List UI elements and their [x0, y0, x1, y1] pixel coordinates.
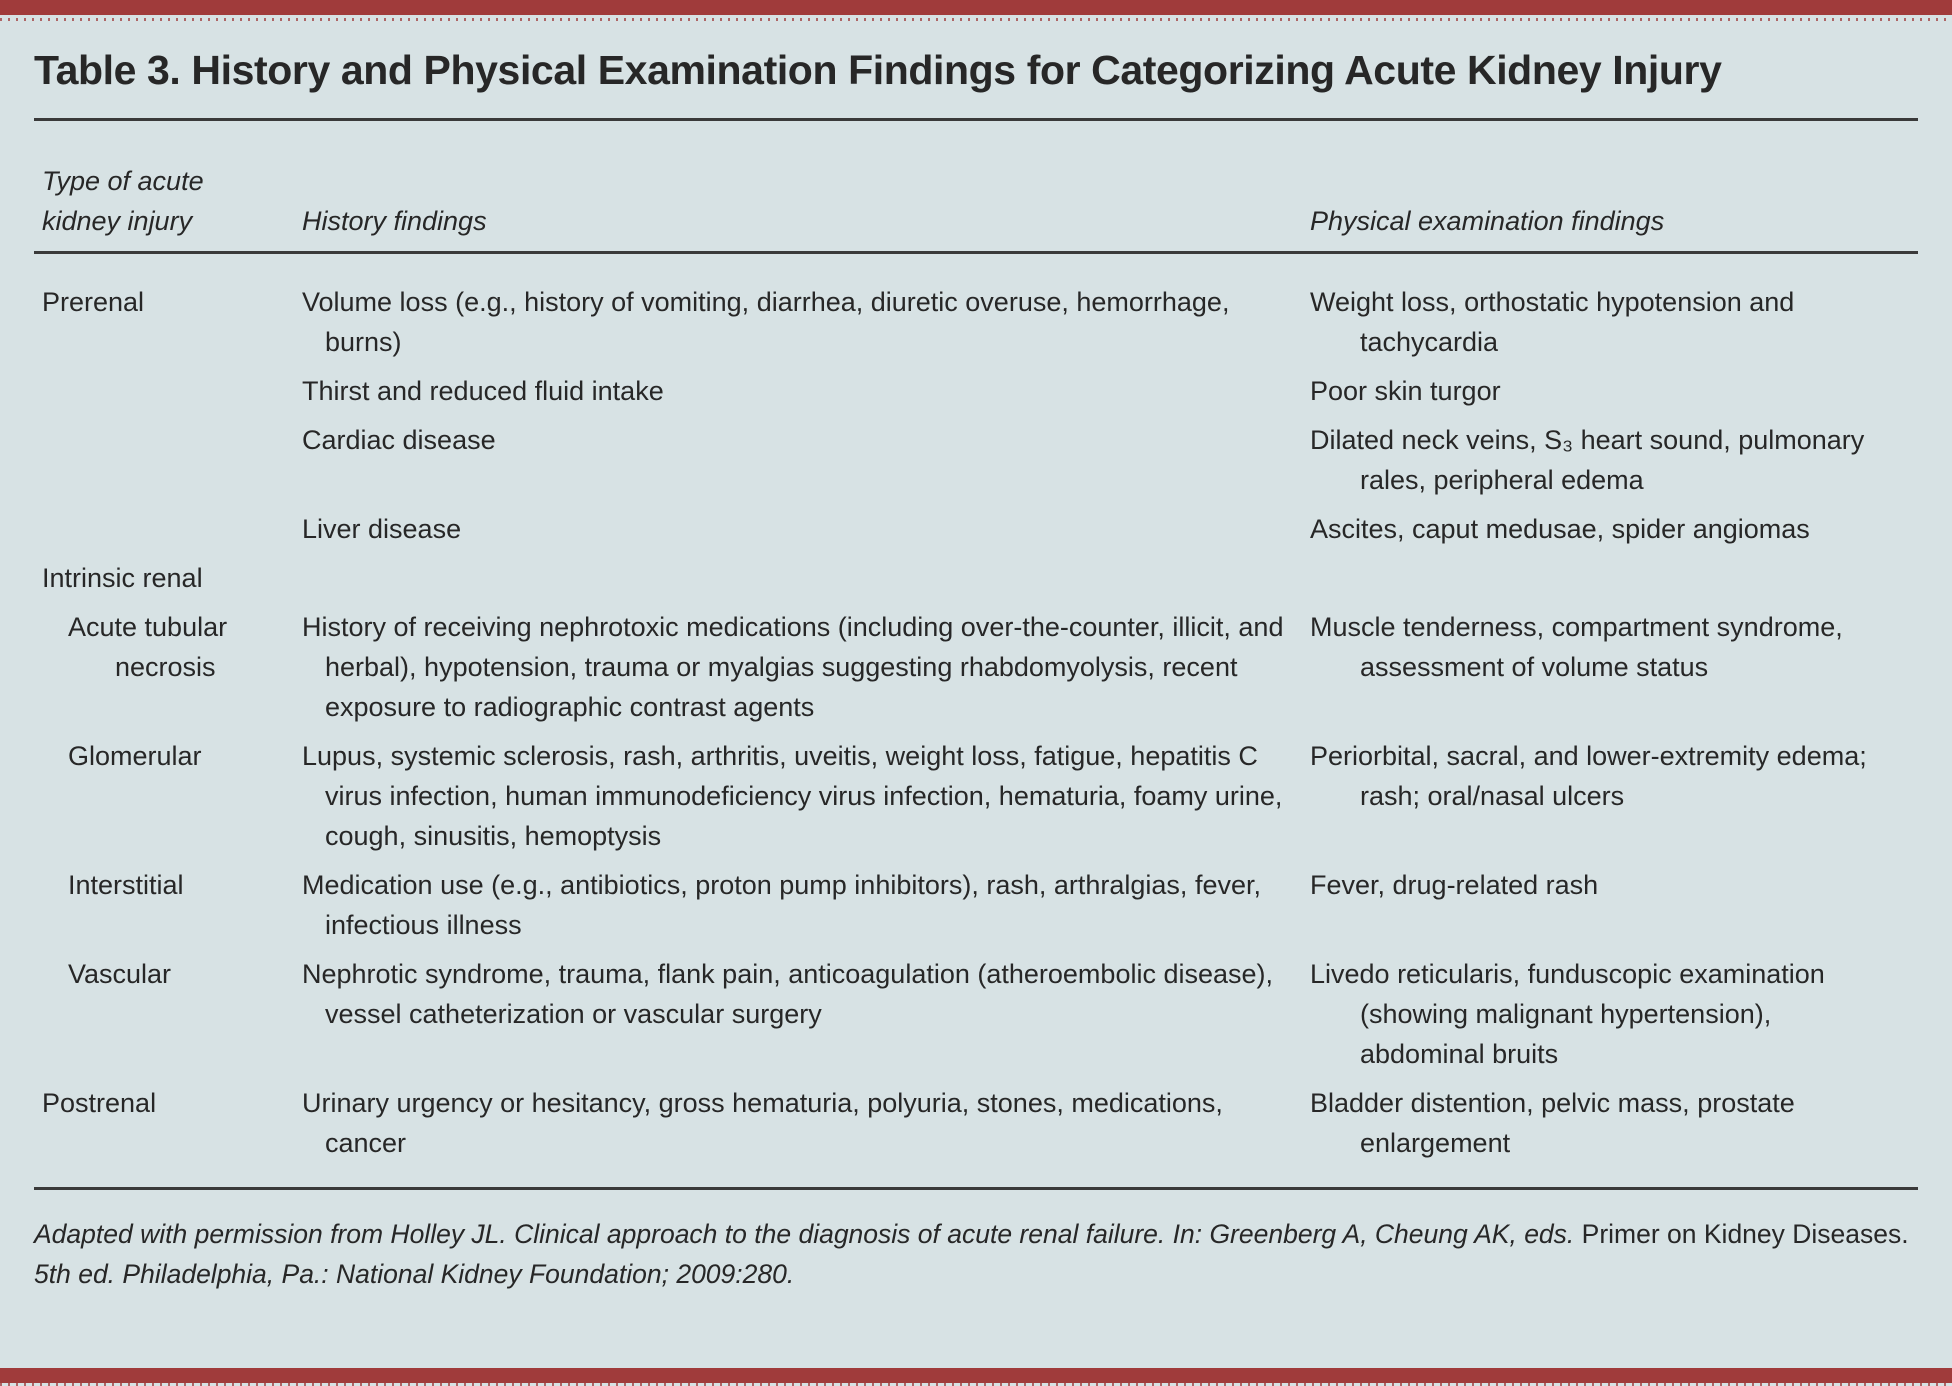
history-findings-cell: Liver disease	[302, 514, 462, 545]
physical-findings-cell	[1310, 558, 1918, 598]
row-type-label: Acute tubular necrosis	[68, 612, 228, 683]
table-body	[34, 254, 1918, 1163]
history-findings-cell: Volume loss (e.g., history of vomiting, diarrhea, diuretic overuse, hemorrhage, burns)	[302, 287, 1230, 358]
column-header-physical: Physical examination findings	[1310, 206, 1665, 237]
table-row	[34, 420, 1918, 500]
column-header-row	[34, 121, 1918, 251]
physical-findings-cell: Livedo reticularis, funduscopic examination (showing malignant hypertension), abdominal bruits	[1310, 959, 1825, 1070]
row-type-label	[34, 371, 302, 411]
table-title: Table 3. History and Physical Examination Findings for Categorizing Acute Kidney Injury	[34, 47, 1722, 93]
physical-findings-cell: Weight loss, orthostatic hypotension and tachycardia	[1310, 287, 1795, 358]
table-row	[34, 558, 1918, 598]
table-row	[34, 865, 1918, 945]
table-content	[0, 48, 1952, 1294]
table-row	[34, 736, 1918, 856]
row-type-label: Postrenal	[42, 1088, 157, 1119]
bottom-accent-bar	[0, 1368, 1952, 1383]
row-type-label	[34, 420, 302, 500]
column-header-type: Type of acute kidney injury	[42, 166, 204, 237]
physical-findings-cell: Dilated neck veins, S₃ heart sound, pulmonary rales, peripheral edema	[1310, 425, 1865, 496]
footnote	[34, 1214, 1918, 1294]
history-findings-cell: Lupus, systemic sclerosis, rash, arthritis, uveitis, weight loss, fatigue, hepatitis C virus infection, human immunodeficiency virus infection, hematuria, foamy urine, cough, sinusitis, hemoptysis	[302, 741, 1283, 852]
top-accent-bar	[0, 0, 1952, 15]
table-row	[34, 607, 1918, 727]
physical-findings-cell: Ascites, caput medusae, spider angiomas	[1310, 514, 1810, 545]
row-type-label: Glomerular	[68, 741, 202, 772]
table-row	[34, 954, 1918, 1074]
history-findings-cell	[302, 558, 1310, 598]
physical-findings-cell: Periorbital, sacral, and lower-extremity edema; rash; oral/nasal ulcers	[1310, 741, 1867, 812]
history-findings-cell: Nephrotic syndrome, trauma, flank pain, anticoagulation (atheroembolic disease), vessel catheterization or vascular surgery	[302, 959, 1274, 1030]
row-type-label: Interstitial	[68, 870, 184, 901]
footnote-segment: Primer on Kidney Diseases.	[1581, 1219, 1909, 1250]
table-row	[34, 509, 1918, 549]
history-findings-cell: Thirst and reduced fluid intake	[302, 376, 664, 407]
table-row	[34, 1083, 1918, 1163]
history-findings-cell: Cardiac disease	[302, 425, 496, 456]
top-dotted-rule	[0, 18, 1952, 21]
physical-findings-cell: Bladder distention, pelvic mass, prostate enlargement	[1310, 1088, 1795, 1159]
footnote-segment: Adapted with permission from Holley JL. Clinical approach to the diagnosis of acute renal failure. In: Greenberg A, Cheung AK, eds.	[34, 1219, 1582, 1250]
table-row	[34, 282, 1918, 362]
physical-findings-cell: Muscle tenderness, compartment syndrome, assessment of volume status	[1310, 612, 1843, 683]
history-findings-cell: Medication use (e.g., antibiotics, proton pump inhibitors), rash, arthralgias, fever, infectious illness	[302, 870, 1261, 941]
column-header-history: History findings	[302, 206, 487, 237]
row-type-label	[34, 509, 302, 549]
row-type-label: Prerenal	[42, 287, 145, 318]
table-row	[34, 371, 1918, 411]
history-findings-cell: History of receiving nephrotoxic medications (including over-the-counter, illicit, and herbal), hypotension, trauma or myalgias suggesting rhabdomyolysis, recent exposure to radiographic contrast agents	[302, 612, 1284, 723]
row-type-label: Intrinsic renal	[42, 563, 203, 594]
physical-findings-cell: Poor skin turgor	[1310, 376, 1501, 407]
footnote-rule	[34, 1187, 1918, 1190]
history-findings-cell: Urinary urgency or hesitancy, gross hematuria, polyuria, stones, medications, cancer	[302, 1088, 1223, 1159]
row-type-label: Vascular	[68, 959, 172, 990]
footnote-segment: 5th ed. Philadelphia, Pa.: National Kidney Foundation; 2009:280.	[34, 1259, 795, 1290]
physical-findings-cell: Fever, drug-related rash	[1310, 870, 1599, 901]
